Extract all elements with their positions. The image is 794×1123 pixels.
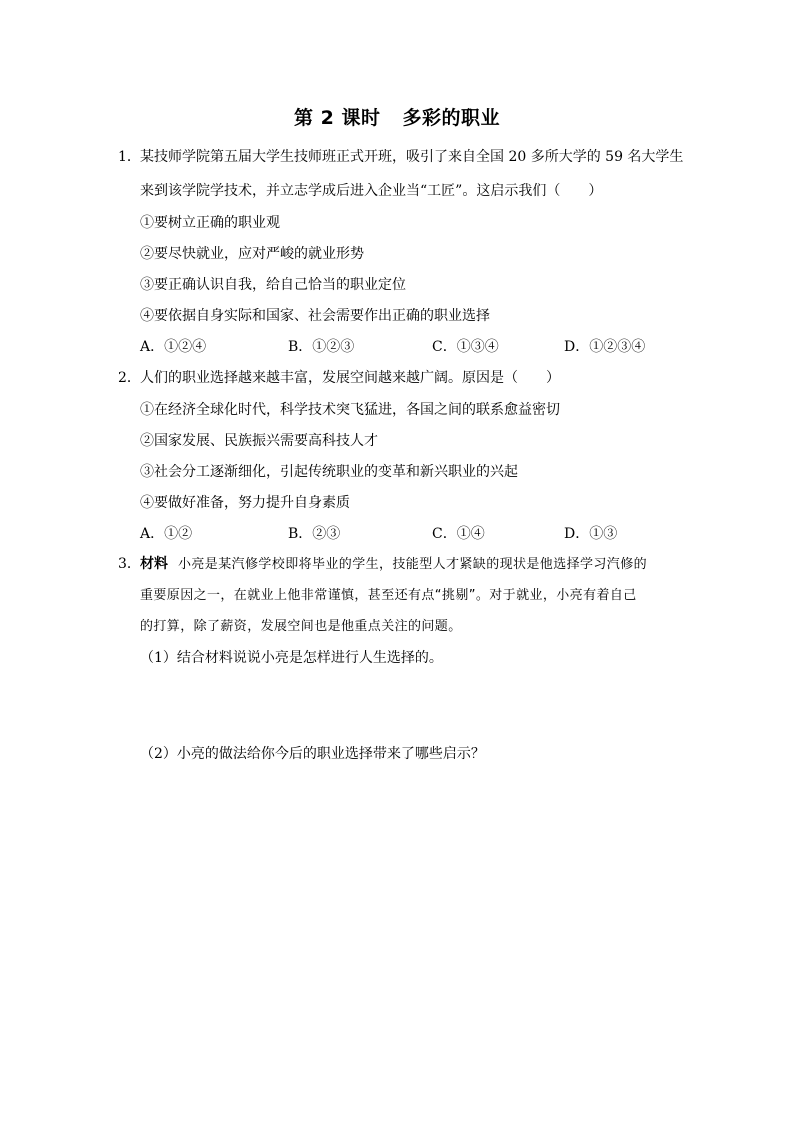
question-1-option-b[interactable]: B．①②③ <box>288 339 355 355</box>
question-3-material-line-3: 的打算，除了薪资，发展空间也是他重点关注的问题。 <box>140 619 462 634</box>
question-2-option-b[interactable]: B．②③ <box>288 526 341 542</box>
question-3-material-line-2: 重要原因之一，在就业上他非常谨慎，甚至还有点“挑剔”。对于就业，小亮有着自己 <box>140 588 637 603</box>
question-3-sub-question-2: （2）小亮的做法给你今后的职业选择带来了哪些启示？ <box>140 746 485 762</box>
question-1-option-a[interactable]: A．①②④ <box>140 339 207 355</box>
question-1-item-2: ②要尽快就业，应对严峻的就业形势 <box>140 246 364 262</box>
question-2-item-2: ②国家发展、民族振兴需要高科技人才 <box>140 433 378 449</box>
question-3-number: 3． <box>118 556 141 572</box>
question-1-item-3: ③要正确认识自我，给自己恰当的职业定位 <box>140 277 406 293</box>
question-1-option-d[interactable]: D．①②③④ <box>564 339 646 355</box>
question-2-stem: 2．人们的职业选择越来越丰富，发展空间越来越广阔。原因是（ ） <box>118 370 560 386</box>
question-2-item-1: ①在经济全球化时代，科学技术突飞猛进，各国之间的联系愈益密切 <box>140 402 560 418</box>
question-1-item-4: ④要依据自身实际和国家、社会需要作出正确的职业选择 <box>140 308 490 324</box>
question-2-number: 2． <box>118 370 141 386</box>
lesson-number: 第 2 课时 <box>294 107 381 129</box>
question-1-item-1: ①要树立正确的职业观 <box>140 215 280 231</box>
lesson-name: 多彩的职业 <box>402 107 500 129</box>
question-3-sub-question-1: （1）结合材料说说小亮是怎样进行人生选择的。 <box>140 650 443 666</box>
question-2-option-d[interactable]: D．①③ <box>564 526 618 542</box>
question-2-option-a[interactable]: A．①② <box>140 526 193 542</box>
question-2-item-3: ③社会分工逐渐细化，引起传统职业的变革和新兴职业的兴起 <box>140 464 518 480</box>
page-title <box>0 103 794 130</box>
question-1-stem-line-1: 1．某技师学院第五届大学生技师班正式开班，吸引了来自全国 20 多所大学的 59 名大学生 <box>118 149 684 165</box>
question-3-material-line-1: 3．材料 小亮是某汽修学校即将毕业的学生，技能型人才紧缺的现状是他选择学习汽修的 <box>118 556 648 572</box>
material-label: 材料 <box>140 556 168 572</box>
question-2-option-c[interactable]: C．①④ <box>432 526 485 542</box>
question-1-number: 1． <box>118 149 141 165</box>
question-1-option-c[interactable]: C．①③④ <box>432 339 499 355</box>
question-2-item-4: ④要做好准备，努力提升自身素质 <box>140 495 350 511</box>
question-1-stem-line-2: 来到该学院学技术，并立志学成后进入企业当“工匠”。这启示我们（ ） <box>140 183 603 199</box>
